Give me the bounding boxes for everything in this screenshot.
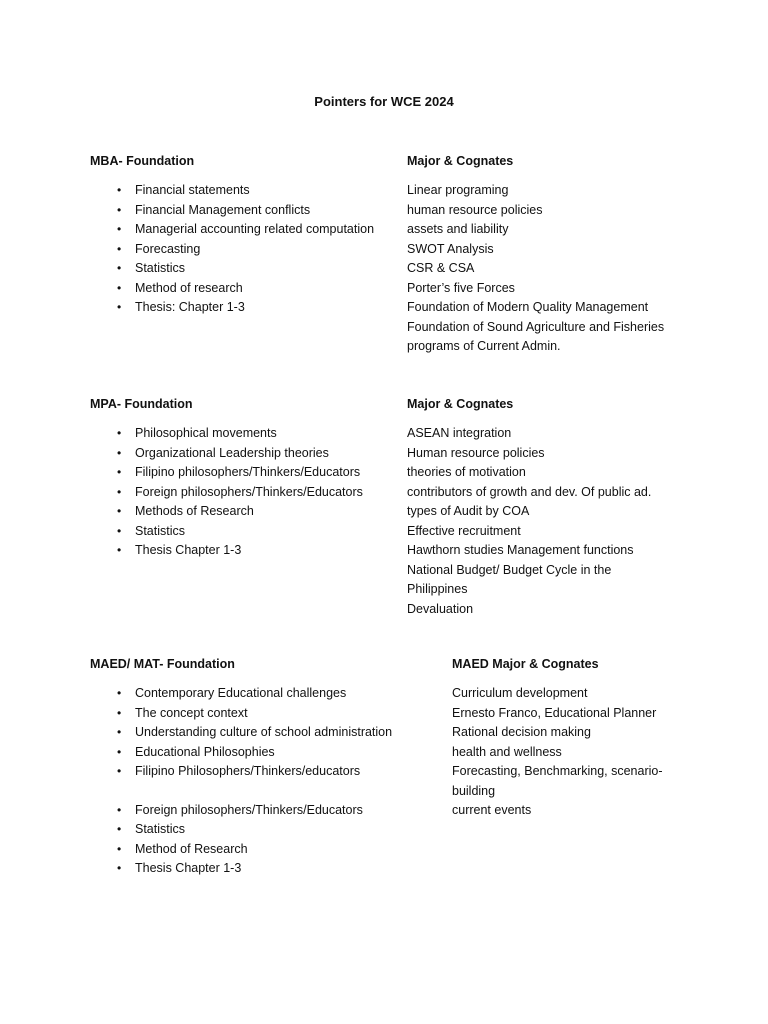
list-item: • Statistics [90, 522, 363, 542]
bullet-icon: • [117, 241, 122, 256]
mba-major-heading: Major & Cognates [407, 154, 514, 168]
list-item: Curriculum development [452, 686, 588, 700]
list-item: • Filipino philosophers/Thinkers/Educators [90, 463, 363, 483]
mpa-major-list [407, 424, 651, 619]
mpa-foundation-list [90, 424, 363, 561]
list-item: Rational decision making [452, 725, 591, 739]
list-item: • Method of Research [90, 840, 392, 860]
bullet-icon: • [117, 465, 122, 479]
list-item: Forecasting, Benchmarking, scenario- [452, 764, 663, 778]
bullet-icon: • [117, 705, 122, 720]
list-item: • Educational Philosophies [90, 743, 392, 763]
bullet-icon: • [117, 300, 122, 314]
list-item: Foundation of Modern Quality Management [407, 300, 649, 314]
list-item: Porter’s five Forces [407, 280, 515, 295]
list-item: • Philosophical movements [90, 424, 363, 444]
bullet-icon: • [117, 543, 122, 557]
bullet-icon: • [117, 802, 122, 817]
list-item: • Statistics [90, 820, 392, 840]
bullet-icon: • [117, 222, 122, 236]
bullet-icon: • [117, 504, 122, 518]
list-item: health and wellness [452, 744, 562, 759]
list-item: programs of Current Admin. [407, 339, 561, 353]
maed-foundation-heading: MAED/ MAT- Foundation [90, 657, 235, 671]
list-item: • Methods of Research [90, 502, 363, 522]
list-item: human resource policies [407, 202, 543, 217]
list-item: • Organizational Leadership theories [90, 444, 363, 464]
list-item: Hawthorn studies Management functions [407, 543, 634, 557]
list-item: • Forecasting [90, 240, 374, 260]
mpa-major-heading: Major & Cognates [407, 397, 514, 411]
bullet-icon: • [117, 822, 122, 836]
bullet-icon: • [117, 764, 122, 778]
list-item: current events [452, 803, 532, 817]
list-item: • Thesis Chapter 1-3 [90, 859, 392, 879]
mba-foundation-list [90, 181, 374, 318]
list-item: building [452, 783, 496, 798]
list-item: Ernesto Franco, Educational Planner [452, 705, 657, 720]
list-item: • Method of research [90, 279, 374, 299]
bullet-icon: • [117, 202, 122, 217]
list-item: Philippines [407, 582, 468, 596]
list-item: Foundation of Sound Agriculture and Fisheries [407, 319, 665, 334]
list-item: • Understanding culture of school administration [90, 723, 392, 743]
bullet-icon: • [117, 523, 122, 538]
list-item: • Foreign philosophers/Thinkers/Educators [90, 483, 363, 503]
bullet-icon: • [117, 744, 122, 759]
list-item: • Managerial accounting related computation [90, 220, 374, 240]
bullet-icon: • [117, 841, 122, 856]
list-item: CSR & CSA [407, 261, 475, 275]
list-item: • The concept context [90, 704, 392, 724]
list-item: • Foreign philosophers/Thinkers/Educators [90, 801, 392, 821]
list-item: Human resource policies [407, 445, 545, 460]
list-item: National Budget/ Budget Cycle in the [407, 562, 612, 577]
list-item: types of Audit by COA [407, 504, 530, 518]
list-item: Linear programing [407, 183, 509, 197]
bullet-icon: • [117, 426, 122, 440]
bullet-icon: • [117, 280, 122, 295]
bullet-icon: • [117, 445, 122, 460]
maed-foundation-list [90, 684, 392, 879]
bullet-icon: • [117, 686, 122, 700]
list-item: • Contemporary Educational challenges [90, 684, 392, 704]
list-item: • Financial statements [90, 181, 374, 201]
mba-major-list [407, 181, 664, 357]
list-item: SWOT Analysis [407, 241, 494, 256]
list-item: • Financial Management conflicts [90, 201, 374, 221]
list-item: theories of motivation [407, 465, 526, 479]
page-title: Pointers for WCE 2024 [314, 94, 454, 109]
list-item: • Thesis: Chapter 1-3 [90, 298, 374, 318]
bullet-icon: • [117, 861, 122, 875]
list-item: assets and liability [407, 222, 509, 236]
bullet-icon: • [117, 261, 122, 275]
bullet-icon: • [117, 183, 122, 197]
bullet-icon: • [117, 725, 122, 739]
bullet-icon: • [117, 484, 122, 499]
list-item: • Filipino Philosophers/Thinkers/educators [90, 762, 392, 782]
maed-major-heading: MAED Major & Cognates [452, 657, 599, 671]
list-item: • Thesis Chapter 1-3 [90, 541, 363, 561]
list-item: Devaluation [407, 601, 474, 616]
mpa-foundation-heading: MPA- Foundation [90, 397, 193, 411]
list-item: • Statistics [90, 259, 374, 279]
mba-foundation-heading: MBA- Foundation [90, 154, 195, 168]
list-item: ASEAN integration [407, 426, 512, 440]
list-item: contributors of growth and dev. Of public ad. [407, 484, 652, 499]
maed-major-list [452, 684, 663, 821]
list-item: Effective recruitment [407, 523, 521, 538]
